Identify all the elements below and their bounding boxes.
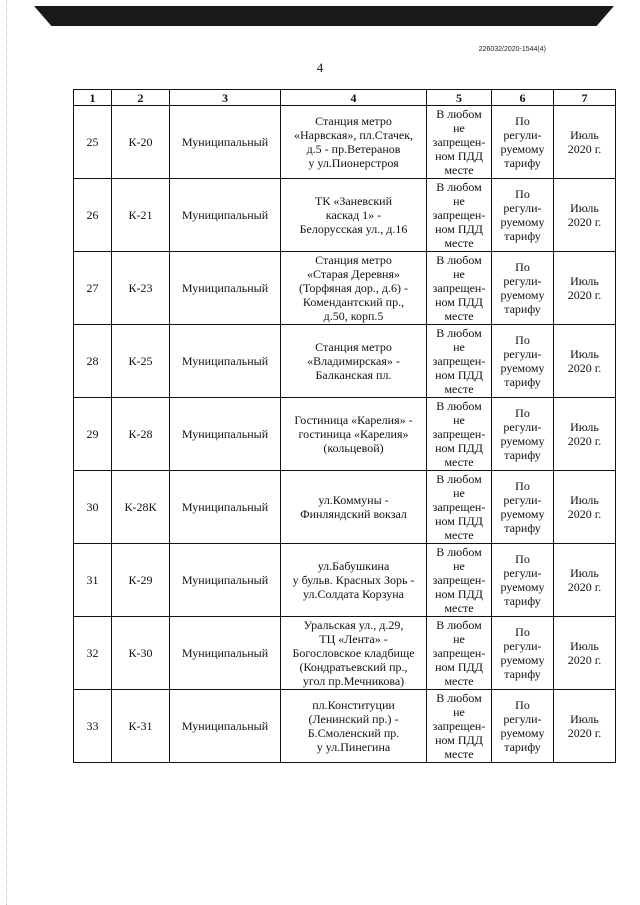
boarding-place-cell: [427, 471, 492, 544]
fare-type-cell: [492, 617, 554, 690]
start-date-cell: [554, 617, 616, 690]
route-type-text: Муниципальный: [181, 135, 269, 149]
row-number-text: 28: [86, 354, 99, 368]
table-row: [74, 690, 616, 763]
start-date-text: Июль 2020 г.: [567, 420, 602, 448]
route-number-cell: [112, 471, 170, 544]
route-stops-cell: [281, 544, 427, 617]
fare-type-text: По регули- руемому тарифу: [500, 552, 545, 608]
page-number: 4: [316, 60, 324, 75]
route-number-cell: [112, 179, 170, 252]
route-stops-text: Гостиница «Карелия» - гостиница «Карелия» (кольцевой): [294, 413, 413, 455]
fare-type-cell: [492, 471, 554, 544]
route-number-cell: [112, 690, 170, 763]
boarding-place-text: В любом не запрещен- ном ПДД месте: [432, 691, 486, 761]
boarding-place-text: В любом не запрещен- ном ПДД месте: [432, 107, 486, 177]
route-stops-cell: [281, 325, 427, 398]
start-date-cell: [554, 471, 616, 544]
boarding-place-text: В любом не запрещен- ном ПДД месте: [432, 326, 486, 396]
document-code: 226032/2020-1544(4): [478, 46, 546, 53]
fare-type-text: По регули- руемому тарифу: [500, 479, 545, 535]
boarding-place-text: В любом не запрещен- ном ПДД месте: [432, 180, 486, 250]
route-type-cell: [170, 398, 281, 471]
start-date-text: Июль 2020 г.: [567, 201, 602, 229]
table-row: [74, 325, 616, 398]
start-date-cell: [554, 544, 616, 617]
fare-type-text: По регули- руемому тарифу: [500, 406, 545, 462]
start-date-cell: [554, 252, 616, 325]
start-date-cell: [554, 690, 616, 763]
fare-type-cell: [492, 544, 554, 617]
boarding-place-text: В любом не запрещен- ном ПДД месте: [432, 618, 486, 688]
table-row: [74, 398, 616, 471]
boarding-place-cell: [427, 106, 492, 179]
column-header: 7: [554, 90, 616, 106]
route-number-cell: [112, 617, 170, 690]
row-number-cell: [74, 106, 112, 179]
row-number-text: 26: [86, 208, 99, 222]
route-stops-cell: [281, 252, 427, 325]
fare-type-cell: [492, 179, 554, 252]
table-row: [74, 106, 616, 179]
table-row: [74, 544, 616, 617]
boarding-place-cell: [427, 252, 492, 325]
column-header: 6: [492, 90, 554, 106]
boarding-place-text: В любом не запрещен- ном ПДД месте: [432, 253, 486, 323]
route-type-cell: [170, 252, 281, 325]
route-type-text: Муниципальный: [181, 208, 269, 222]
route-stops-cell: [281, 471, 427, 544]
fare-type-text: По регули- руемому тарифу: [500, 698, 545, 754]
boarding-place-text: В любом не запрещен- ном ПДД месте: [432, 399, 486, 469]
route-number-text: К-28К: [124, 500, 157, 514]
route-stops-text: Станция метро «Владимирская» - Балканская пл.: [307, 340, 400, 382]
start-date-text: Июль 2020 г.: [567, 274, 602, 302]
route-type-text: Муниципальный: [181, 500, 269, 514]
fare-type-cell: [492, 252, 554, 325]
column-header: 3: [170, 90, 281, 106]
boarding-place-text: В любом не запрещен- ном ПДД месте: [432, 472, 486, 542]
start-date-text: Июль 2020 г.: [567, 493, 602, 521]
fare-type-text: По регули- руемому тарифу: [500, 625, 545, 681]
row-number-cell: [74, 544, 112, 617]
boarding-place-cell: [427, 617, 492, 690]
table-row: [74, 252, 616, 325]
start-date-text: Июль 2020 г.: [567, 712, 602, 740]
route-stops-cell: [281, 106, 427, 179]
route-type-text: Муниципальный: [181, 573, 269, 587]
boarding-place-cell: [427, 398, 492, 471]
start-date-text: Июль 2020 г.: [567, 639, 602, 667]
route-type-cell: [170, 471, 281, 544]
boarding-place-text: В любом не запрещен- ном ПДД месте: [432, 545, 486, 615]
start-date-cell: [554, 106, 616, 179]
route-stops-text: ТК «Заневский каскад 1» - Белорусская ул., д.16: [299, 194, 408, 236]
row-number-text: 25: [86, 135, 99, 149]
route-stops-text: Станция метро «Старая Деревня» (Торфяная дор., д.6) - Комендантский пр., д.50, корп.5: [298, 253, 409, 323]
boarding-place-cell: [427, 179, 492, 252]
route-type-text: Муниципальный: [181, 427, 269, 441]
route-stops-text: Уральская ул., д.29, ТЦ «Лента» - Богословское кладбище (Кондратьевский пр., угол пр.Мечникова): [292, 618, 415, 688]
fare-type-cell: [492, 690, 554, 763]
boarding-place-cell: [427, 690, 492, 763]
start-date-text: Июль 2020 г.: [567, 566, 602, 594]
route-number-text: К-31: [128, 719, 153, 733]
routes-table: [73, 89, 616, 763]
fare-type-cell: [492, 106, 554, 179]
scan-top-edge: [34, 6, 614, 26]
route-type-cell: [170, 325, 281, 398]
route-number-text: К-25: [128, 354, 153, 368]
route-stops-cell: [281, 617, 427, 690]
route-number-text: К-29: [128, 573, 153, 587]
start-date-text: Июль 2020 г.: [567, 347, 602, 375]
column-header: 2: [112, 90, 170, 106]
table-row: [74, 617, 616, 690]
start-date-cell: [554, 179, 616, 252]
route-number-text: К-21: [128, 208, 153, 222]
boarding-place-cell: [427, 325, 492, 398]
row-number-text: 32: [86, 646, 99, 660]
row-number-text: 29: [86, 427, 99, 441]
route-stops-cell: [281, 690, 427, 763]
route-stops-cell: [281, 179, 427, 252]
fare-type-cell: [492, 398, 554, 471]
row-number-cell: [74, 179, 112, 252]
route-number-text: К-30: [128, 646, 153, 660]
route-type-cell: [170, 106, 281, 179]
row-number-cell: [74, 325, 112, 398]
route-type-text: Муниципальный: [181, 719, 269, 733]
table-row: [74, 179, 616, 252]
route-number-text: К-20: [128, 135, 153, 149]
route-number-cell: [112, 398, 170, 471]
route-number-cell: [112, 252, 170, 325]
route-type-text: Муниципальный: [181, 354, 269, 368]
column-header: 1: [74, 90, 112, 106]
route-number-cell: [112, 544, 170, 617]
route-stops-cell: [281, 398, 427, 471]
row-number-cell: [74, 398, 112, 471]
column-header: 4: [281, 90, 427, 106]
route-stops-text: ул.Коммуны - Финляндский вокзал: [300, 493, 407, 521]
fare-type-cell: [492, 325, 554, 398]
row-number-cell: [74, 471, 112, 544]
row-number-cell: [74, 617, 112, 690]
start-date-text: Июль 2020 г.: [567, 128, 602, 156]
fare-type-text: По регули- руемому тарифу: [500, 114, 545, 170]
route-type-cell: [170, 617, 281, 690]
route-type-cell: [170, 544, 281, 617]
scan-left-edge: [0, 0, 7, 905]
route-type-text: Муниципальный: [181, 646, 269, 660]
route-type-cell: [170, 690, 281, 763]
start-date-cell: [554, 398, 616, 471]
table-body: [74, 106, 616, 763]
row-number-cell: [74, 252, 112, 325]
row-number-text: 33: [86, 719, 99, 733]
table-row: [74, 471, 616, 544]
fare-type-text: По регули- руемому тарифу: [500, 333, 545, 389]
route-number-text: К-28: [128, 427, 153, 441]
row-number-text: 30: [86, 500, 99, 514]
boarding-place-cell: [427, 544, 492, 617]
route-number-cell: [112, 106, 170, 179]
route-number-cell: [112, 325, 170, 398]
route-stops-text: ул.Бабушкина у бульв. Красных Зорь - ул.Солдата Корзуна: [292, 559, 415, 601]
fare-type-text: По регули- руемому тарифу: [500, 260, 545, 316]
route-type-cell: [170, 179, 281, 252]
row-number-text: 27: [86, 281, 99, 295]
route-stops-text: Станция метро «Нарвская», пл.Стачек, д.5 - пр.Ветеранов у ул.Пионерстроя: [293, 114, 414, 170]
fare-type-text: По регули- руемому тарифу: [500, 187, 545, 243]
table-header-row: [74, 90, 616, 106]
column-header: 5: [427, 90, 492, 106]
start-date-cell: [554, 325, 616, 398]
row-number-cell: [74, 690, 112, 763]
route-number-text: К-23: [128, 281, 153, 295]
route-type-text: Муниципальный: [181, 281, 269, 295]
route-stops-text: пл.Конституции (Ленинский пр.) - Б.Смоленский пр. у ул.Пинегина: [307, 698, 400, 754]
row-number-text: 31: [86, 573, 99, 587]
